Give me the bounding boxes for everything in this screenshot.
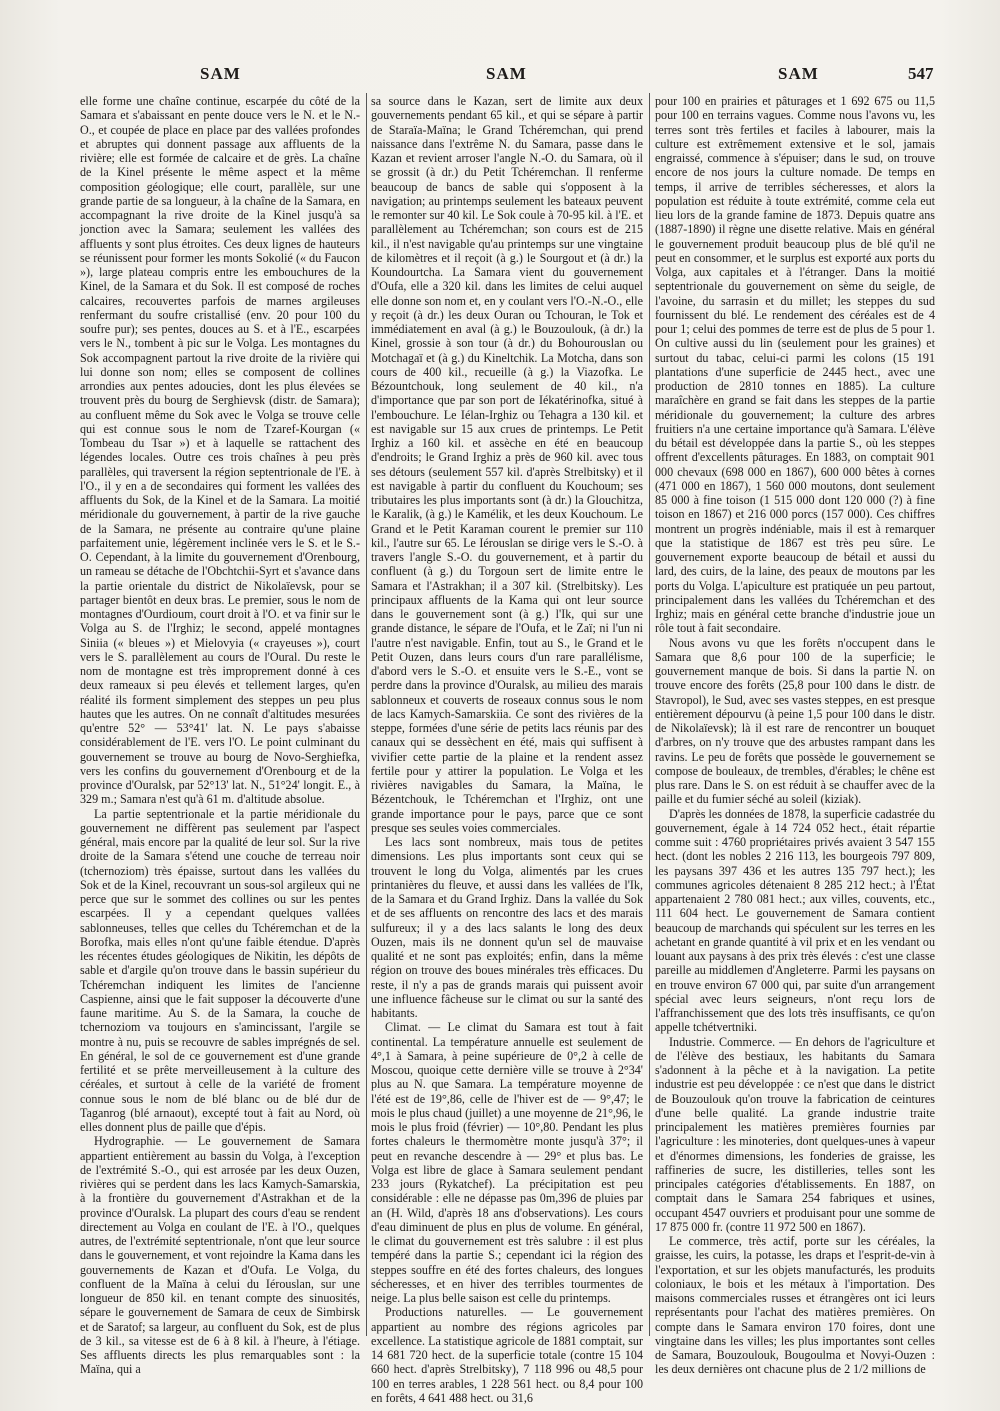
text-column-1 [80, 94, 364, 1377]
paragraph: Les lacs sont nombreux, mais tous de petites dimensions. Les plus importants sont ceux qui se trouvent le long du Volga, alimentés par les crues printanières du fleuve, et aussi dans les vallées de l'Ik, de la Samara et du Grand Irghiz. Dans la vallée du Sok et de ses affluents on rencontre des lacs et des marais sulfureux; il y a des lacs salants le long des deux Ouzen, mais ils ne donnent qu'un sel de mauvaise qualité et ne sont pas exploités; enfin, dans la même région on trouve des boues minérales très efficaces. Du reste, il n'y a pas de grands marais qui puissent avoir une influence fâcheuse sur le climat ou sur la santé des habitants. [371, 835, 647, 1020]
paragraph: Climat. — Le climat du Samara est tout à fait continental. La température annuelle est seulement de 4°,1 à Samara, à peine supérieure de 0°,2 à celle de Moscou, quoique cette dernière ville se trouve à 2°34' plus au N. que Samara. La température moyenne de l'été est de 19°,86, celle de l'hiver est de — 9°,47; le mois le plus chaud (juillet) a une moyenne de 21°,96, le mois le plus froid (février) — 10°,80. Pendant les plus fortes chaleurs le thermomètre monte jusqu'à 37°; il peut en revanche descendre à — 29° et plus bas. Le Volga est libre de glace à Samara seulement pendant 233 jours (Rykatchef). La précipitation est peu considérable : elle ne dépasse pas 0m,396 de pluies par an (H. Wild, d'après 18 ans d'observations). Les cours d'eau diminuent de plus en plus de volume. En général, le climat du gouvernement est très salubre : il est plus tempéré dans la partie S.; cependant ici la région des steppes souffre en été des fortes chaleurs, des longues sécheresses, et en hiver des terribles tourmentes de neige. La plus belle saison est celle du printemps. [371, 1020, 647, 1305]
paragraph: pour 100 en prairies et pâturages et 1 692 675 ou 11,5 pour 100 en terrains vagues. Comme nous l'avons vu, les terres sont très fertiles et faciles à labourer, mais la culture est extrêmement extensive et le sol, jamais engraissé, commence à s'épuiser; dans le sud, on trouve encore de nos jours la culture nomade. De temps en temps, il arrive de terribles sécheresses, et alors la population est réduite à toute extrémité, comme cela eut lieu lors de la grande famine de 1873. Depuis quatre ans (1887-1890) il règne une disette relative. Mais en général le gouvernement produit beaucoup plus de blé qu'il ne peut en consommer, et le surplus est exporté aux ports du Volga, aux capitales et à l'étranger. Dans la moitié septentrionale du gouvernement on sème du seigle, de l'avoine, du sarrasin et du millet; les steppes du sud fournissent du blé. Le rendement des céréales est de 4 pour 1; celui des pommes de terre est de plus de 5 pour 1. On cultive aussi du lin (seulement pour les graines) et surtout du tabac, celui-ci parmi les colons (15 191 plantations d'une superficie de 2445 hect., avec une production de 2810 tonnes en 1885). La culture maraîchère en grand se fait dans les steppes de la partie méridionale du gouvernement; la culture des arbres fruitiers n'a une certaine importance qu'à Samara. L'élève du bétail est développée dans la partie S., où les steppes offrent d'excellents pâturages. En 1883, on comptait 901 000 chevaux (698 000 en 1867), 600 000 bêtes à cornes (471 000 en 1867), 1 560 000 moutons, dont seulement 85 000 à fine toison (1 515 000 dont 120 000 (?) à fine toison en 1867) et 216 000 porcs (157 000). Ces chiffres montrent un progrès indéniable, mais il est à remarquer que la statistique de 1867 est très peu sûre. Le gouvernement exporte beaucoup de bétail et aussi du lard, des cuirs, de la laine, des peaux de moutons par les ports du Volga. L'apiculture est pratiquée un peu partout, principalement dans les vallées du Tchéremchan et des Irghiz; mais en général cette branche d'industrie joue un rôle tout à fait secondaire. [655, 94, 939, 636]
text-column-2 [371, 94, 647, 1405]
paragraph: sa source dans le Kazan, sert de limite aux deux gouvernements pendant 65 kil., et qui se sépare à partir de Staraïa-Maïna; le Grand Tchéremchan, qui prend naissance dans l'extrême N. du Samara, passe dans le Kazan et revient arroser l'angle N.-O. du Samara, où il se grossit (à dr.) du Petit Tchéremchan. Il renferme beaucoup de bancs de sable qui s'opposent à la navigation; au printemps seulement les bateaux peuvent le remonter sur 40 kil. Le Sok coule à 70-95 kil. à l'E. et parallèlement au Tchéremchan; son cours est de 215 kil., il n'est navigable qu'au printemps sur une vingtaine de kilomètres et il reçoit (à g.) le Sourgout et (à dr.) la Koundourtcha. La Samara vient du gouvernement d'Oufa, elle a 320 kil. dans les limites de celui auquel elle donne son nom et, en y coulant vers l'O.-N.-O., elle y reçoit (à dr.) les deux Ouran ou Tchouran, le Tok et immédiatement en aval (à g.) le Bouzoulouk, (à dr.) la Kinel, grossie à son tour (à dr.) du Bohourouslan ou Motchagaï et (à g.) du Kineltchik. La Motcha, dans son cours de 400 kil., recueille (à g.) la Viazofka. Le Bézountchouk, long seulement de 40 kil., n'a d'importance que par son port de Iékatérinofka, situé à l'embouchure. Le Iélan-Irghiz ou Tehagra a 130 kil. et est navigable sur 15 aux crues de printemps. Le Petit Irghiz a 160 kil. et assèche en été en beaucoup d'endroits; le Grand Irghiz a près de 960 kil. avec tous ses détours (seulement 557 kil. d'après Strelbitsky) et il est navigable à partir du confluent du Kouchoum; ses tributaires les plus importants sont (à dr.) la Glouchitza, le Karalik, (à g.) le Kamélik, et les deux Kouchoum. Le Grand et le Petit Karaman courent le premier sur 110 kil., l'autre sur 65. Le Iérouslan se dirige vers le S.-O. à travers l'angle S.-O. du gouvernement, et à partir du confluent (à g.) du Torgoun sert de limite entre le Samara et l'Astrakhan; il a 307 kil. (Strelbitsky). Les principaux affluents de la Kama qui ont leur source dans le gouvernement sont (à g.) l'Ik, qui sur une grande distance, le sépare de l'Oufa, et le Zaï; ni l'un ni l'autre n'est navigable. Enfin, tout au S., le Grand et le Petit Ouzen, dans leurs cours d'un rare parallélisme, d'abord vers le S.-O. et ensuite vers le S.-E., vont se perdre dans la province d'Ouralsk, au milieu des marais sablonneux et couverts de roseaux connus sous le nom de lacs Kamych-Samarskiia. Ce sont des rivières de la steppe, formées d'une série de petits lacs réunis par des canaux qui se dessèchent en été, mais qui suffisent à vivifier cette partie de la plaine et la rendent assez fertile pour y attirer la population. Le Volga et les rivières navigables du Samara, la Maïna, le Bézentchouk, le Tchéremchan et l'Irghiz, ont une grande importance pour le pays, parce que ce sont presque ses seules voies commerciales. [371, 94, 647, 835]
paragraph: elle forme une chaîne continue, escarpée du côté de la Samara et s'abaissant en pente douce vers le N. et le N.-O., et coupée de place en place par des vallées profondes et abruptes qui donnent passage aux affluents de la rivière; elle est formée de calcaire et de grès. La chaîne de la Kinel présente le même aspect et la même composition géologique; elle court, parallèle, sur une grande partie de sa longueur, à la chaîne de la Samara, en accompagnant la rive droite de la Kinel jusqu'à sa jonction avec la Samara; seulement les vallées des affluents y sont plus étroites. Ces deux lignes de hauteurs se réunissent pour former les monts Sokolié (« du Faucon »), large plateau compris entre les embouchures de la Kinel, de la Samara et du Sok. Il est composé de roches calcaires, recouvertes parfois de marnes argileuses renfermant du soufre cristallisé (env. 20 pour 100 du soufre pur); ses pentes, douces au S. et à l'E., escarpées vers le N., tombent à pic sur le Volga. Les montagnes du Sok accompagnent partout la rive droite de la rivière qui lui donne son nom; elles se composent de collines arrondies aux pentes adoucies, dont les plus élevées se trouvent près du bourg de Serghievsk (distr. de Samara); au confluent même du Sok avec le Volga se trouve celle qui est connue sous le nom de Tzaref-Kourgan (« Tombeau du Tsar ») et à laquelle se rattachent des légendes locales. Outre ces trois chaînes à peu près parallèles, qui traversent la région septentrionale de l'E. à l'O., il y en a de secondaires qui forment les vallées des affluents du Sok, de la Kinel et de la Samara. La moitié méridionale du gouvernement, à partir de la rive gauche de la Samara, ne présente au contraire qu'une plaine parfaitement unie, légèrement inclinée vers le S. et le S.-O. Cependant, à la limite du gouvernement d'Orenbourg, un rameau se détache de l'Obchtchii-Syrt et s'avance dans la partie orientale du district de Nikolaïevsk, pour se partager bientôt en deux bras. Le premier, sous le nom de montagnes d'Ourdioum, court droit à l'O. et va finir sur le Volga au S. de l'Irghiz; le second, appelé montagnes Siniia (« bleues ») et Mielovyia (« crayeuses »), court vers le S. parallèlement au cours de l'Oural. Du reste le nom de montagne est très improprement donné à ces deux rameaux si peu élevés et tellement larges, qu'en réalité ils forment simplement des steppes un peu plus hautes que les autres. On ne connaît d'altitudes mesurées qu'entre 52° — 53°41' lat. N. Le pays s'abaisse considérablement de l'E. vers l'O. Le point culminant du gouvernement se trouve au bourg de Novo-Serghiefka, vers les confins du gouvernement d'Orenbourg et de la province d'Ouralsk, par 52°13' lat. N., 51°24' longit. E., à 329 m.; Samara n'est qu'à 61 m. d'altitude absolue. [80, 94, 364, 807]
running-head-left: SAM [200, 64, 241, 83]
page-number: 547 [908, 64, 934, 83]
paragraph: Nous avons vu que les forêts n'occupent dans le Samara que 8,6 pour 100 de la superficie; le gouvernement manque de bois. Si dans la partie N. on trouve encore des forêts (25,8 pour 100 dans le distr. de Stavropol), le Sud, avec ses vastes steppes, en est presque entièrement dépourvu (à peine 1,5 pour 100 dans le distr. de Nikolaïevsk); là il est rare de rencontrer un bouquet d'arbres, on n'y trouve que des arbustes rampant dans les ravins. Le peu de forêts que possède le gouvernement se compose de bouleaux, de trembles, d'érables; le chêne est plus rare. Dans le S. on est réduit à se chauffer avec de la paille et du fumier séché au soleil (kiziak). [655, 635, 939, 807]
running-head-right: SAM [778, 64, 819, 83]
paragraph: D'après les données de 1878, la superficie cadastrée du gouvernement, égale à 14 724 052 hect., était répartie comme suit : 4760 propriétaires privés avaient 3 547 155 hect. (dont les nobles 2 216 113, les bourgeois 797 809, les paysans 397 436 et les autres 135 797 hect.); les communes agricoles détenaient 8 285 212 hect.; à l'État appartenaient 2 780 081 hect.; aux villes, couvents, etc., 111 604 hect. Le gouvernement de Samara contient beaucoup de marchands qui spéculent sur les terres en les achetant en grande quantité à vil prix et en les vendant ou louant aux paysans à des prix très élevés : c'est une classe pareille au middlemen d'Angleterre. Parmi les paysans on en trouve environ 67 000 qui, par suite d'un arrangement spécial avec leurs seigneurs, n'ont reçu lors de l'affranchissement que des lots très insuffisants, ce qu'on appelle tchétvertniki. [655, 806, 939, 1035]
paragraph: Le commerce, très actif, porte sur les céréales, la graisse, les cuirs, la potasse, les draps et l'esprit-de-vin à l'exportation, et sur les objets manufacturés, les produits coloniaux, le bois et les métaux à l'importation. Des maisons commerciales russes et étrangères ont ici leurs représentants pour l'achat des matières premières. On compte dans le Samara environ 170 foires, dont une vingtaine dans les villes; les plus importantes sont celles de Samara, Bouzoulouk, Bougoulma et Novyi-Ouzen : les deux dernières ont chacune plus de 2 1/2 millions de [655, 1234, 939, 1377]
column-divider [366, 93, 367, 1336]
paragraph: La partie septentrionale et la partie méridionale du gouvernement ne diffèrent pas seulement par l'aspect général, mais encore par la qualité de leur sol. Sur la rive droite de la Samara s'étend une couche de terreau noir (tchernoziom) très épaisse, surtout dans les vallées du Sok et de la Kinel, recouvrant un sous-sol argileux qui ne perce que sur le sommet des collines ou sur les pentes escarpées. Il y a cependant quelques vallées sablonneuses, telles que celles du Tchéremchan et de la Borofka, mais elles n'ont qu'une faible étendue. D'après les récentes études géologiques de Nikitin, les dépôts de sable et d'argile qu'on trouve dans le bassin supérieur du Tchéremchan indiquent les limites de l'ancienne Caspienne, ainsi que le fait supposer la découverte d'une faune maritime. Au S. de la Samara, la couche de tchernoziom va toujours en s'amincissant, l'argile se montre à nu, puis se recouvre de sables imprégnés de sel. En général, le sol de ce gouvernement est d'une grande fertilité et se prête merveilleusement à la culture des céréales, et surtout à celle de la variété de froment connue sous le nom de blé blanc ou de blé dur de Taganrog (blé arnaout), excepté tout à fait au Nord, où elles donnent plus de paille que d'épis. [80, 806, 364, 1134]
text-column-3 [655, 94, 939, 1377]
paragraph: Industrie. Commerce. — En dehors de l'agriculture et de l'élève des bestiaux, les habitants du Samara s'adonnent à la pêche et à la navigation. La petite industrie est peu développée : ce n'est que dans le district de Bouzoulouk qu'on trouve la fabrication de ceintures d'une belle qualité. La grande industrie traite principalement les matières premières fournies par l'agriculture : les minoteries, dont quelques-unes à vapeur et d'énormes dimensions, les fonderies de graisse, les raffineries de sucre, les distilleries, telles sont les principales catégories d'établissements. En 1887, on comptait dans le Samara 254 fabriques et usines, occupant 4547 ouvriers et produisant pour une somme de 17 875 000 fr. (contre 11 972 500 en 1867). [655, 1034, 939, 1234]
paragraph: Productions naturelles. — Le gouvernement appartient au nombre des régions agricoles par excellence. La statistique agricole de 1881 comptait, sur 14 681 720 hect. de la superficie totale (contre 15 104 660 hect. d'après Strelbitsky), 7 118 996 ou 48,5 pour 100 en terres arables, 1 228 561 hect. ou 8,4 pour 100 en forêts, 4 641 488 hect. ou 31,6 [371, 1305, 647, 1405]
running-head-center: SAM [486, 64, 527, 83]
paragraph: Hydrographie. — Le gouvernement de Samara appartient entièrement au bassin du Volga, à l'exception de l'extrémité S.-O., qui est arrosée par les deux Ouzen, rivières qui se perdent dans les lacs Kamych-Samarskia, à la frontière du gouvernement d'Astrakhan et de la province d'Ouralsk. La plupart des cours d'eau se rendent directement au Volga en coulant de l'E. à l'O., quelques autres, de l'extrémité septentrionale, n'ont que leur source dans le gouvernement, et vont rejoindre la Kama dans les gouvernements de Kazan et d'Oufa. Le Volga, du confluent de la Maïna à celui du Iérouslan, sur une longueur de 850 kil. en tenant compte des sinuosités, sépare le gouvernement de Samara de ceux de Simbirsk et de Saratof; sa largeur, au confluent du Sok, est de plus de 3 kil., sa vitesse est de 6 à 8 kil. à l'heure, à l'étiage. Ses affluents directs les plus remarquables sont : la Maïna, qui a [80, 1134, 364, 1377]
column-divider [649, 93, 650, 1336]
